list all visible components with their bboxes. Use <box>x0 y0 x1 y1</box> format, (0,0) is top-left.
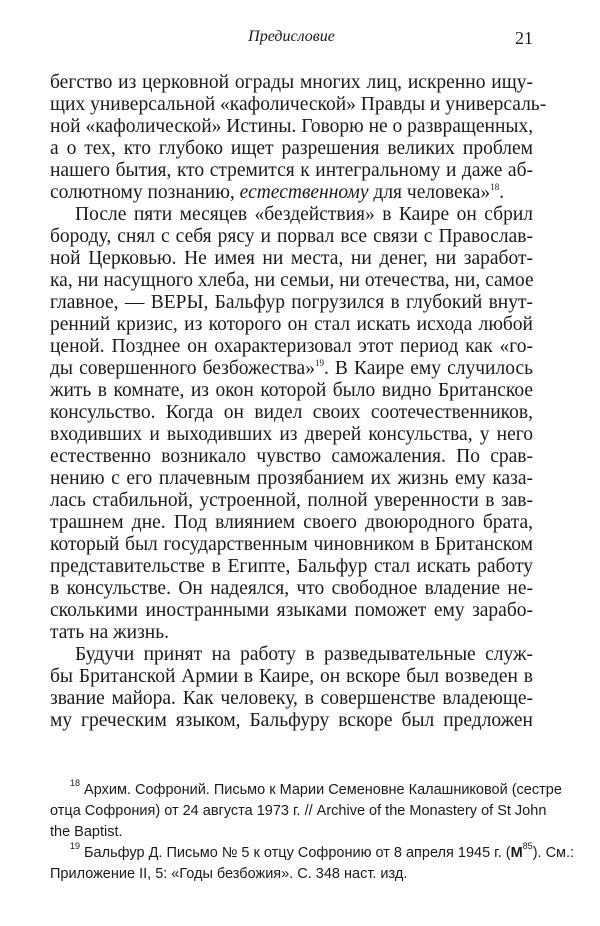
footnote <box>50 841 575 885</box>
text-segment: ). См.: <box>532 845 575 861</box>
text-line: главное, — ВЕРЫ, Бальфур погрузился в глубокий внут- <box>50 292 533 313</box>
text-line: the Baptist. <box>50 824 123 840</box>
text-line: представительстве в Египте, Бальфур стал искать работу <box>50 556 533 577</box>
body-text <box>50 72 547 732</box>
running-title: Предисловие <box>248 28 335 45</box>
text-line: входивших и выходивших из дверей консульства, у него <box>50 424 533 445</box>
text-line: Приложение II, 5: «Годы безбожия». С. 348 наст. изд. <box>50 866 408 882</box>
text-segment: для человека» <box>368 182 491 203</box>
page-header <box>50 28 533 52</box>
text-line: жить в комнате, из окон которой было видно Британское <box>50 380 533 401</box>
text-line <box>50 358 533 380</box>
text-line: нению с его плачевным прозябанием их жизнь ему каза- <box>50 468 533 489</box>
paragraph <box>50 644 533 732</box>
text-segment: . <box>499 182 505 203</box>
text-line: бегство из церковной ограды многих лиц, искренно ищу- <box>50 72 533 93</box>
text-line: му греческим языком, Бальфуру вскоре был предложен <box>50 710 533 731</box>
paragraph <box>50 204 533 644</box>
text-line: ценой. Позднее он охарактеризовал этот период как «го- <box>50 336 533 357</box>
text-line <box>50 182 533 204</box>
footnote <box>50 778 562 843</box>
emphasis: естественному <box>239 182 369 203</box>
text-segment: Бальфур Д. Письмо № 5 к отцу Софронию от 8 апреля 1945 г. ( <box>80 845 511 861</box>
text-line: После пяти месяцев «бездействия» в Каире он сбрил <box>75 204 533 225</box>
text-line: отца Софрония) от 24 августа 1973 г. // Archive of the Monastery of St John <box>50 803 547 819</box>
text-segment: солютному познанию, <box>50 182 240 203</box>
text-line: естественно возникало чувство саможаления. По срав- <box>50 446 533 467</box>
text-line: ка, ни насущного хлеба, ни семьи, ни отечества, ни, самое <box>50 270 534 291</box>
text-line: ренний кризис, из которого он стал искать исхода любой <box>50 314 533 335</box>
text-line: тать на жизнь. <box>50 622 169 643</box>
text-line: звание майора. Как человеку, в совершенстве владеюще- <box>50 688 533 709</box>
text-line: щих универсальной «кафолической» Правды и универсаль- <box>50 94 547 115</box>
footnote-ref: 19 <box>314 358 324 368</box>
text-line: в консульстве. Он надеялся, что свободное владение не- <box>50 578 533 599</box>
text-line: ной «кафолической» Истины. Говорю не о развращенных, <box>50 116 534 137</box>
text-line: бы Британской Армии в Каире, он вскоре был возведен в <box>50 666 533 687</box>
page-number: 21 <box>515 28 533 48</box>
footnote-ref: 85 <box>522 841 533 851</box>
text-segment: M <box>510 845 523 861</box>
footnote-ref: 18 <box>490 182 500 192</box>
text-segment: ды совершенного безбожества» <box>50 358 315 379</box>
paragraph <box>50 72 547 204</box>
footnotes <box>50 778 575 885</box>
text-line: а о тех, кто глубоко ищет разрешения великих проблем <box>50 138 533 159</box>
footnote-ref: 19 <box>70 841 81 851</box>
text-line: Будучи принят на работу в разведывательные служ- <box>75 644 533 665</box>
text-line: нашего бытия, кто стремится к интегральному и даже аб- <box>50 160 533 181</box>
text-line <box>50 778 562 801</box>
text-line: ной Церковью. Не имея ни места, ни денег, ни заработ- <box>50 248 533 269</box>
text-segment: Архим. Софроний. Письмо к Марии Семеновне Калашниковой (сестре <box>80 782 562 798</box>
text-segment: . В Каире ему случилось <box>323 358 533 379</box>
text-line: бороду, снял с себя рясу и порвал все связи с Православ- <box>50 226 533 247</box>
text-line: трашнем дне. Под влиянием своего двоюродного брата, <box>50 512 533 533</box>
text-line <box>50 841 575 864</box>
text-line: который был государственным чиновником в Британском <box>50 534 533 555</box>
text-line: сколькими иностранными языками поможет ему зарабо- <box>50 600 533 621</box>
footnote-ref: 18 <box>70 778 81 788</box>
text-line: лась стабильной, устроенной, полной уверенности в зав- <box>50 490 533 511</box>
text-line: консульство. Когда он видел своих соотечественников, <box>50 402 533 423</box>
